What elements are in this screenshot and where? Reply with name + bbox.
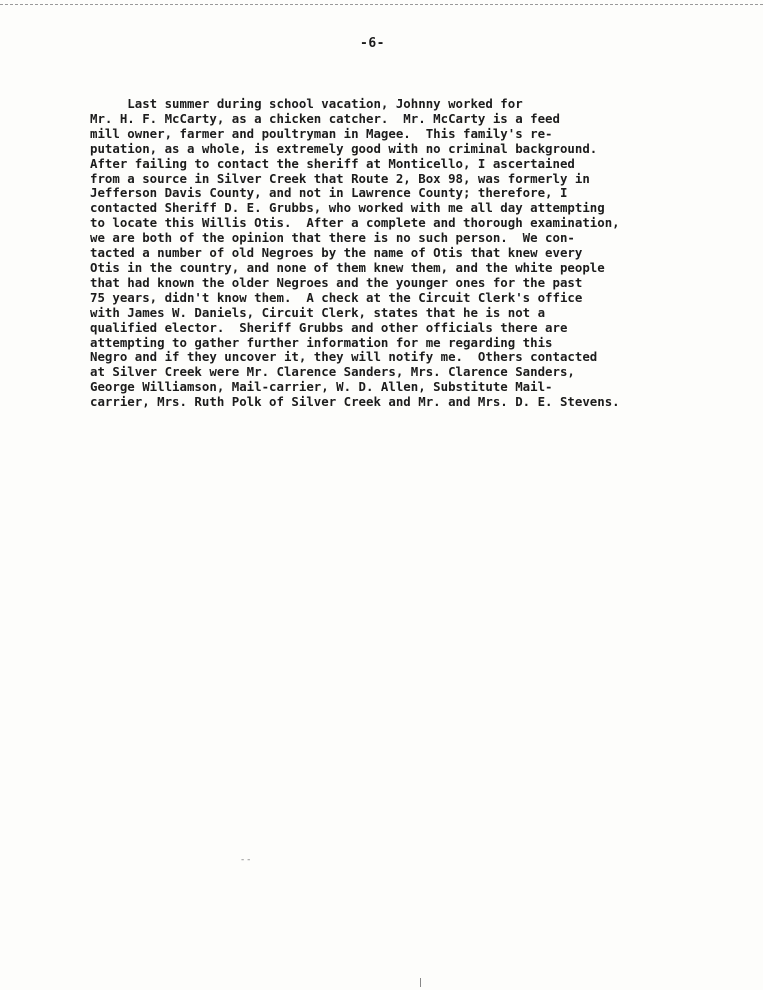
paragraph-line: Last summer during school vacation, Johnny worked for	[90, 96, 523, 111]
paragraph-line: at Silver Creek were Mr. Clarence Sanders, Mrs. Clarence Sanders,	[90, 364, 575, 380]
paragraph-line: mill owner, farmer and poultryman in Magee. This family's re-	[90, 125, 553, 141]
paragraph-line: Negro and if they uncover it, they will notify me. Others contacted	[90, 349, 598, 365]
paragraph-line: qualified elector. Sheriff Grubbs and other officials there are	[90, 319, 568, 335]
page-number: -6-	[360, 36, 385, 51]
stray-tick-mark	[420, 978, 421, 987]
paragraph-line: from a source in Silver Creek that Route 2, Box 98, was formerly in	[90, 170, 590, 186]
paragraph-line: to locate this Willis Otis. After a complete and thorough examination,	[90, 215, 620, 231]
paragraph-line: tacted a number of old Negroes by the name of Otis that knew every	[90, 245, 583, 261]
paragraph-line: After failing to contact the sheriff at Monticello, I ascertained	[90, 155, 575, 171]
top-edge-rule	[0, 4, 763, 5]
body-paragraph	[90, 97, 750, 410]
paragraph-line: Otis in the country, and none of them knew them, and the white people	[90, 259, 605, 275]
paragraph-line: Jefferson Davis County, and not in Lawrence County; therefore, I	[90, 185, 568, 201]
paragraph-line: 75 years, didn't know them. A check at the Circuit Clerk's office	[90, 289, 583, 305]
paragraph-line: with James W. Daniels, Circuit Clerk, states that he is not a	[90, 304, 546, 320]
stray-mark: - -	[241, 855, 251, 865]
paragraph-line: that had known the older Negroes and the younger ones for the past	[90, 274, 583, 290]
paragraph-line: putation, as a whole, is extremely good with no criminal background.	[90, 140, 598, 156]
paragraph-line: Mr. H. F. McCarty, as a chicken catcher. Mr. McCarty is a feed	[90, 110, 560, 126]
paragraph-line: contacted Sheriff D. E. Grubbs, who worked with me all day attempting	[90, 200, 605, 216]
paragraph-line: carrier, Mrs. Ruth Polk of Silver Creek and Mr. and Mrs. D. E. Stevens.	[90, 394, 620, 410]
paragraph-line: we are both of the opinion that there is no such person. We con-	[90, 230, 575, 246]
paragraph-line: attempting to gather further information for me regarding this	[90, 334, 553, 350]
paragraph-line: George Williamson, Mail-carrier, W. D. Allen, Substitute Mail-	[90, 379, 553, 395]
